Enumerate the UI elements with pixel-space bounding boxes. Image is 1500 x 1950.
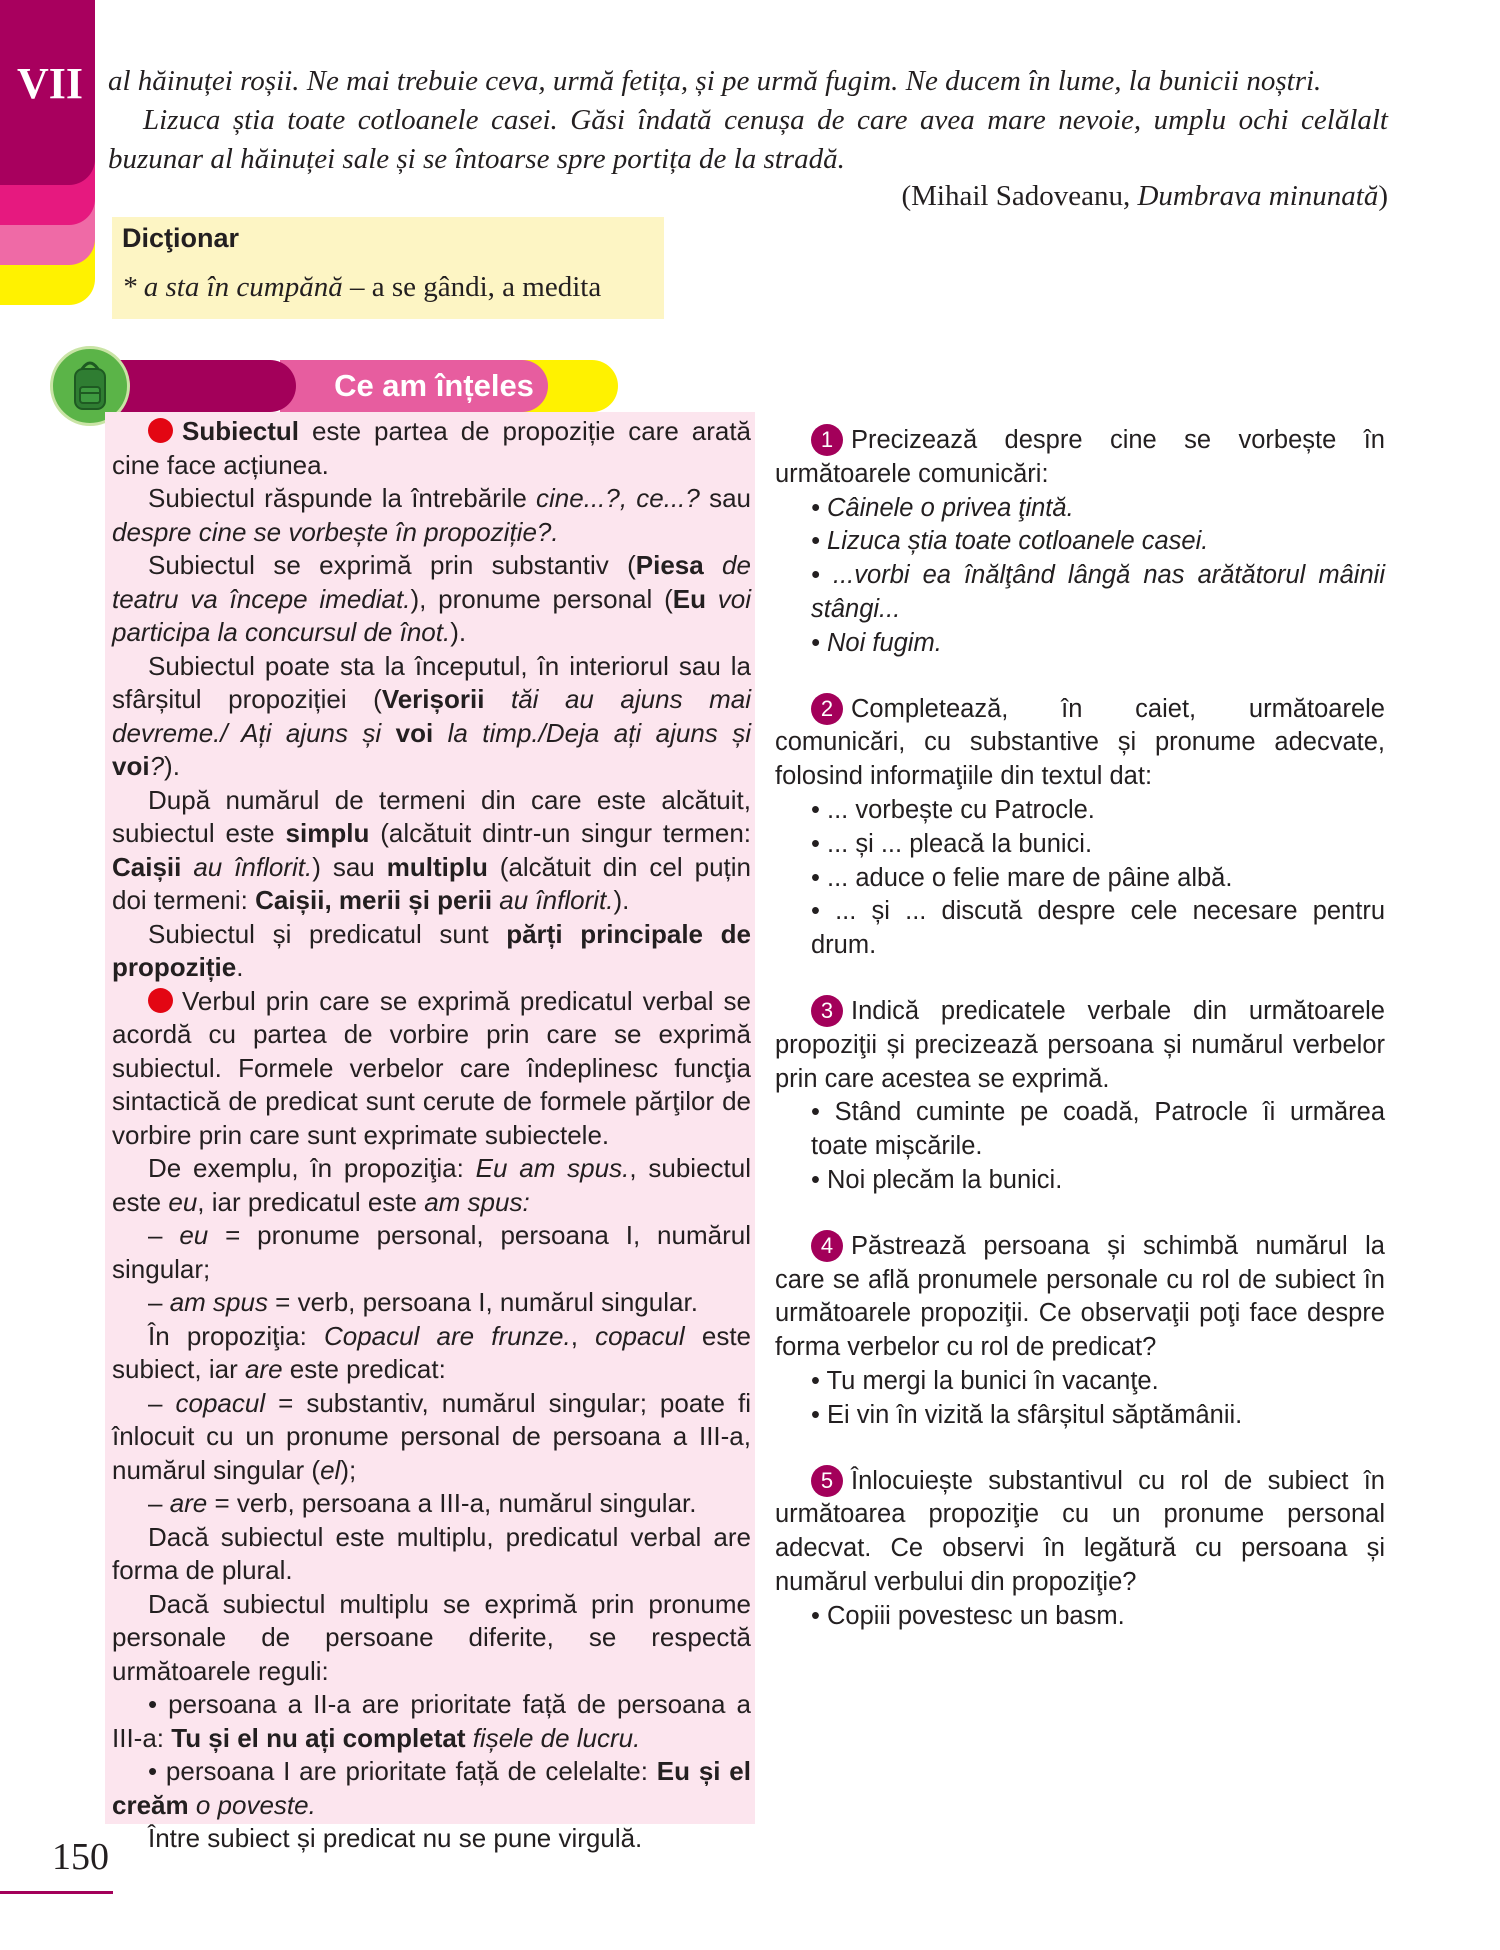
- bullet-dot-icon: [148, 988, 173, 1013]
- page-number: 150: [52, 1836, 109, 1878]
- exercise-2: [775, 693, 1385, 963]
- theory-p12: – copacul = substantiv, numărul singular; poate fi înlocuit cu un pronume personal de persoana a III-a, numărul singular (el);: [112, 1387, 752, 1485]
- theory-p9: – eu = pronume personal, persoana I, numărul singular;: [112, 1220, 751, 1284]
- theory-p17: • persoana I are prioritate față de celelalte: Eu și el creăm o poveste.: [112, 1756, 751, 1820]
- exercise-number-badge: 4: [811, 1230, 843, 1262]
- page-number-underline: [0, 1891, 113, 1894]
- exercise-item: • Copiii povestesc un basm.: [811, 1601, 1125, 1630]
- exercise-number-badge: 3: [811, 995, 843, 1027]
- exercise-item: • ... vorbește cu Patrocle.: [811, 795, 1095, 824]
- dictionary-term: * a sta în cumpănă: [122, 271, 343, 303]
- theory-p5: După numărul de termeni din care este alcătuit, subiectul este simplu (alcătuit dintr-un singur termen: Caișii au înflorit.) sau multiplu (alcătuit din cel puțin doi termeni: Caișii, merii și perii au înflorit.).: [112, 784, 751, 915]
- bullet-dot-icon: [148, 418, 173, 443]
- exercise-item: • ... și ... discută despre cele necesare pentru drum.: [811, 897, 1385, 960]
- exercise-prompt: 3 Indică predicatele verbale din următoarele propoziţii și precizează persoana și numărul verbelor prin care acestea se exprimă.: [775, 996, 1385, 1093]
- theory-p15: Dacă subiectul multiplu se exprimă prin pronume personale de persoane diferite, se respectă următoarele reguli:: [112, 1588, 751, 1686]
- dictionary-box: [112, 217, 664, 319]
- dictionary-definition: – a se gândi, a medita: [342, 271, 602, 303]
- exercise-prompt: 4 Păstrează persoana și schimbă numărul la care se află pronumele personale cu rol de subiect în următoarele propoziţii. Ce observaţii poţi face despre forma verbelor cu rol de predicat?: [775, 1231, 1385, 1362]
- theory-p7: Verbul prin care se exprimă predicatul verbal se acordă cu partea de vorbire prin care se exprimă subiectul. Formele verbelor care îndeplinesc funcţia sintactică de predicat sunt cerute de formele părţilor de vorbire prin care sunt exprimate subiectele.: [112, 985, 751, 1150]
- exercise-item: • Tu mergi la bunici în vacanţe.: [811, 1366, 1159, 1395]
- exercise-item: • Noi fugim.: [811, 628, 942, 657]
- exercise-number-badge: 1: [811, 424, 843, 456]
- theory-p4: Subiectul poate sta la începutul, în interiorul sau la sfârșitul propoziției (Verișorii tăi au ajuns mai devreme./ Ați ajuns și voi la timp./Deja ați ajuns și voi?).: [112, 650, 751, 781]
- section-title: Ce am înțeles: [334, 368, 534, 403]
- exercise-5: [775, 1465, 1385, 1634]
- theory-p2: Subiectul răspunde la întrebările cine...?, ce...? sau despre cine se vorbește în propoziție?.: [112, 483, 751, 547]
- theory-box: [105, 412, 755, 1853]
- story-paragraph-2: Lizuca știa toate cotloanele casei. Găsi îndată cenușa de care avea mare nevoie, umplu ochi celălalt buzunar al hăinuței sale și se întoarse spre portița de la stradă.: [108, 104, 1388, 175]
- theory-p11: În propoziţia: Copacul are frunze., copacul este subiect, iar are este predicat:: [112, 1320, 752, 1384]
- theory-p6: Subiectul și predicatul sunt părți principale de propoziție.: [112, 918, 751, 982]
- exercise-4: [775, 1230, 1385, 1433]
- exercises-column: [775, 424, 1385, 1666]
- exercise-item: • Ei vin în vizită la sfârșitul săptămânii.: [811, 1400, 1243, 1429]
- exercise-1: [775, 424, 1385, 661]
- exercise-prompt: 1 Precizează despre cine se vorbește în următoarele comunicări:: [775, 426, 1385, 488]
- theory-p18: Între subiect și predicat nu se pune virgulă.: [148, 1823, 643, 1853]
- dictionary-title: Dicţionar: [122, 223, 240, 253]
- exercise-prompt: 2 Completează, în caiet, următoarele comunicări, cu substantive și pronume adecvate, folosind informaţiile din textul dat:: [775, 694, 1385, 791]
- exercise-item: • ... aduce o felie mare de pâine albă.: [811, 863, 1233, 892]
- exercise-number-badge: 5: [811, 1465, 843, 1497]
- source-end: ): [1378, 180, 1388, 212]
- story-excerpt: [108, 62, 1388, 179]
- theory-p1: Subiectul este partea de propoziție care arată cine face acțiunea.: [112, 416, 751, 480]
- exercise-prompt: 5 Înlocuiește substantivul cu rol de subiect în următoarea propoziţie cu un pronume personal adecvat. Ce observi în legătură cu persoana și numărul verbului din propoziţie?: [775, 1466, 1385, 1596]
- story-line-1: al hăinuței roșii. Ne mai trebuie ceva, urmă fetița, și pe urmă fugim. Ne ducem în lume, la bunicii noștri.: [108, 65, 1322, 97]
- chapter-number: VII: [16, 59, 84, 108]
- source-author: (Mihail Sadoveanu,: [901, 180, 1138, 212]
- exercise-item: • Noi plecăm la bunici.: [811, 1165, 1063, 1194]
- theory-p13: – are = verb, persoana a III-a, numărul singular.: [148, 1488, 697, 1518]
- source-citation: [901, 180, 1388, 213]
- exercise-item: • ...vorbi ea înălţând lângă nas arătătorul mâinii stângi...: [811, 561, 1385, 623]
- exercise-number-badge: 2: [811, 693, 843, 725]
- exercise-item: • ... și ... pleacă la bunici.: [811, 829, 1093, 858]
- theory-p8: De exemplu, în propoziţia: Eu am spus., subiectul este eu, iar predicatul este am spus:: [112, 1153, 751, 1217]
- theory-p14: Dacă subiectul este multiplu, predicatul verbal are forma de plural.: [112, 1521, 751, 1585]
- theory-p16: • persoana a II-a are prioritate față de persoana a III-a: Tu și el nu ați completat fișele de lucru.: [112, 1689, 751, 1753]
- exercise-3: [775, 995, 1385, 1198]
- exercise-item: • Câinele o privea ţintă.: [811, 493, 1074, 522]
- source-title: Dumbrava minunată: [1137, 180, 1379, 212]
- theory-p10: – am spus = verb, persoana I, numărul singular.: [148, 1287, 698, 1317]
- theory-p3: Subiectul se exprimă prin substantiv (Piesa de teatru va începe imediat.), pronume personal (Eu voi participa la concursul de înot.).: [112, 550, 752, 647]
- dictionary-entry: [122, 271, 601, 304]
- exercise-item: • Lizuca știa toate cotloanele casei.: [811, 527, 1209, 556]
- exercise-item: • Stând cuminte pe coadă, Patrocle îi urmărea toate mișcările.: [811, 1098, 1385, 1161]
